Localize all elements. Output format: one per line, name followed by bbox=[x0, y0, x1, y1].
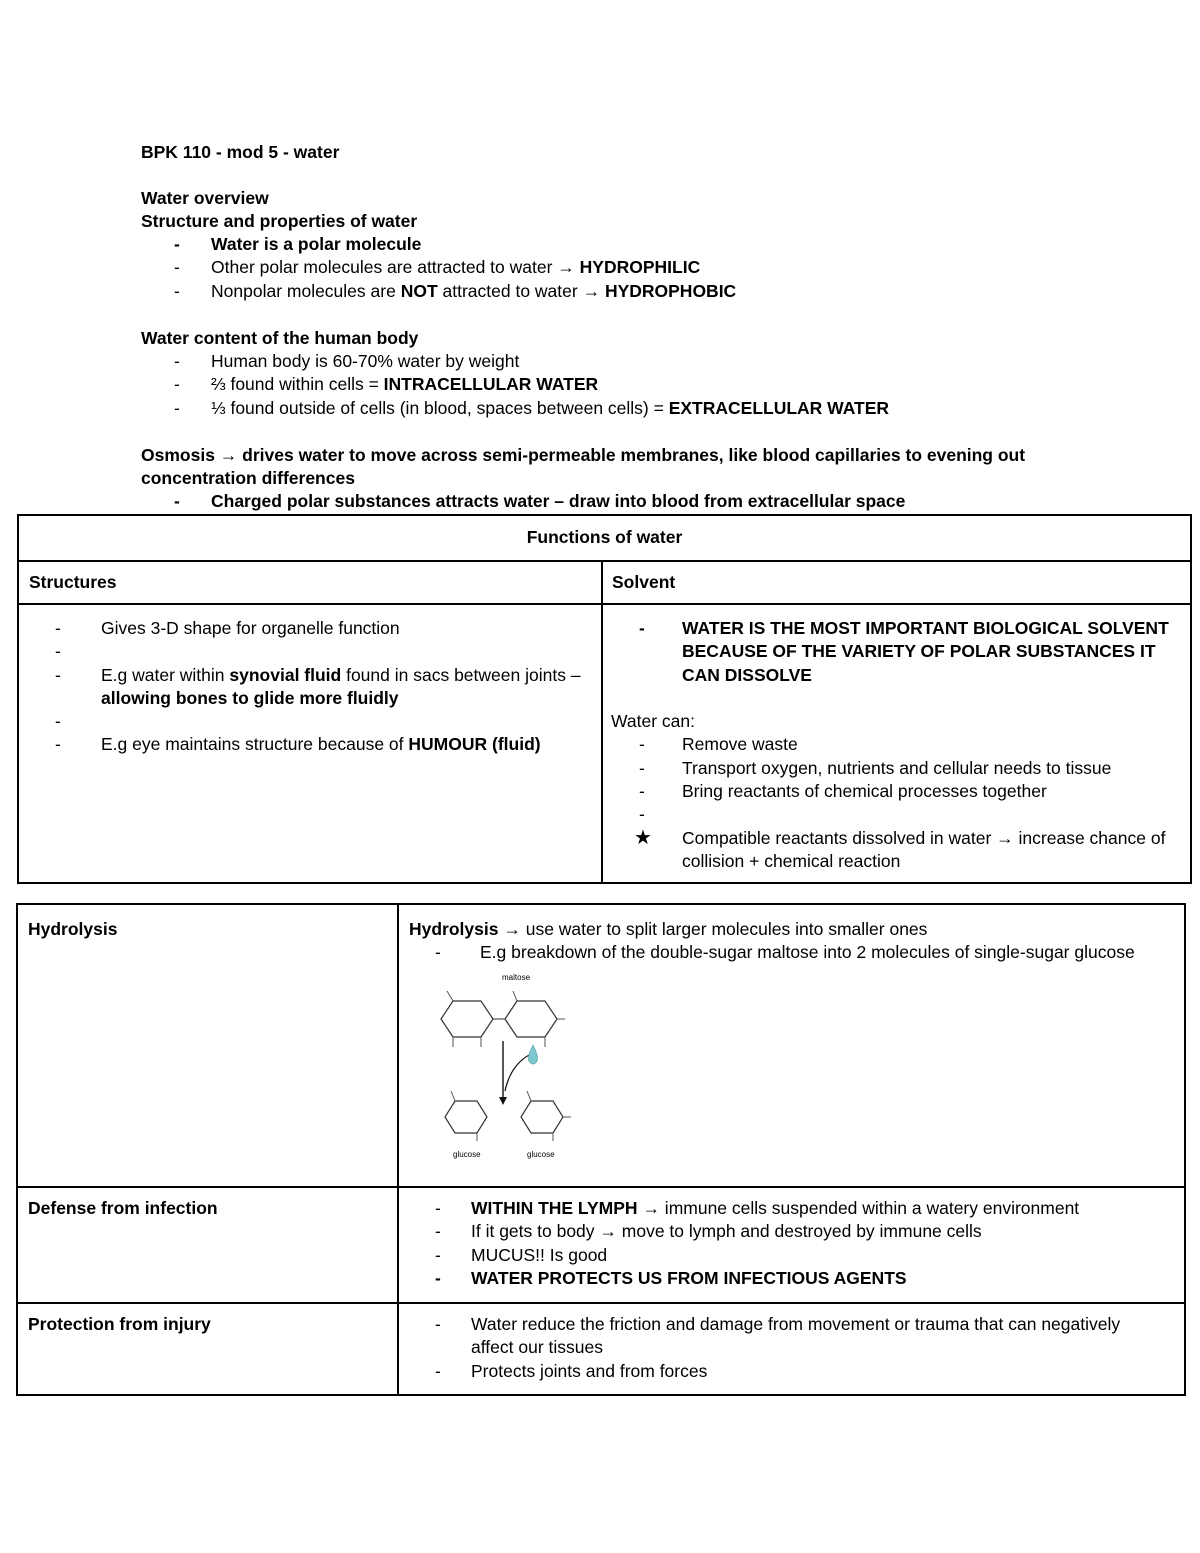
water-can-label: Water can: bbox=[611, 711, 695, 732]
hydrolysis-cell: Hydrolysis → use water to split larger molecules into smaller ones - E.g breakdown of the double-sugar maltose into 2 molecules of single-sugar glucose maltose glucose glucose bbox=[398, 904, 1185, 1187]
section-heading-overview: Water overview bbox=[141, 188, 269, 208]
page-title: BPK 110 - mod 5 - water bbox=[141, 142, 340, 162]
section-heading-content: Water content of the human body bbox=[141, 328, 419, 348]
hydrolysis-diagram-svg bbox=[435, 973, 585, 1161]
content-list bbox=[141, 350, 889, 420]
protection-cell bbox=[398, 1303, 1185, 1395]
osmosis-list bbox=[141, 490, 905, 513]
list-item: - WITHIN THE LYMPH → immune cells suspended within a watery environment bbox=[399, 1197, 1184, 1220]
maltose-hydrolysis-diagram bbox=[435, 973, 1174, 1167]
list-item: ★ Compatible reactants dissolved in water → increase chance of collision + chemical reaction bbox=[603, 827, 1178, 874]
hydrolysis-label: Hydrolysis bbox=[17, 904, 398, 1187]
protection-label: Protection from injury bbox=[17, 1303, 398, 1395]
list-item: - Charged polar substances attracts water – draw into blood from extracellular space bbox=[141, 490, 905, 513]
list-item: - E.g water within synovial fluid found in sacs between joints – allowing bones to glide more fluidly bbox=[19, 664, 601, 711]
column-header-solvent: Solvent bbox=[602, 561, 1191, 604]
list-item: - Transport oxygen, nutrients and cellular needs to tissue bbox=[603, 757, 1178, 780]
osmosis-line-2: concentration differences bbox=[141, 468, 355, 488]
list-item: - WATER PROTECTS US FROM INFECTIOUS AGENTS bbox=[399, 1267, 1184, 1290]
water-drop-icon bbox=[529, 1045, 538, 1064]
list-item: - Remove waste bbox=[603, 733, 1178, 756]
maltose-label: maltose bbox=[502, 972, 531, 982]
list-item: - E.g breakdown of the double-sugar maltose into 2 molecules of single-sugar glucose bbox=[399, 941, 1174, 964]
list-item: - Bring reactants of chemical processes together bbox=[603, 780, 1178, 803]
defense-label: Defense from infection bbox=[17, 1187, 398, 1303]
list-item: - ⅓ found outside of cells (in blood, spaces between cells) = EXTRACELLULAR WATER bbox=[141, 397, 889, 420]
glucose-label-right: glucose bbox=[527, 1149, 555, 1159]
list-item: - Protects joints and from forces bbox=[399, 1360, 1144, 1383]
maltose-ring-left bbox=[441, 1001, 493, 1037]
table-title: Functions of water bbox=[18, 515, 1191, 561]
list-item: - MUCUS!! Is good bbox=[399, 1244, 1184, 1267]
list-item: - If it gets to body → move to lymph and destroyed by immune cells bbox=[399, 1220, 1184, 1243]
solvent-cell bbox=[602, 604, 1191, 883]
glucose-ring-right bbox=[521, 1101, 563, 1133]
list-item: - Human body is 60-70% water by weight bbox=[141, 350, 889, 373]
maltose-ring-right bbox=[505, 1001, 557, 1037]
list-item: - Other polar molecules are attracted to water → HYDROPHILIC bbox=[141, 256, 736, 279]
glucose-ring-left bbox=[445, 1101, 487, 1133]
osmosis-line-1: Osmosis → drives water to move across semi-permeable membranes, like blood capillaries to evening out bbox=[141, 445, 1026, 465]
list-item: - Nonpolar molecules are NOT attracted to water → HYDROPHOBIC bbox=[141, 280, 736, 303]
list-item: - Water is a polar molecule bbox=[141, 233, 736, 256]
list-item: - WATER IS THE MOST IMPORTANT BIOLOGICAL SOLVENT BECAUSE OF THE VARIETY OF POLAR SUBSTANCES IT CAN DISSOLVE bbox=[603, 617, 1178, 687]
roles-table bbox=[16, 903, 1186, 1396]
list-item: - ⅔ found within cells = INTRACELLULAR WATER bbox=[141, 373, 889, 396]
list-item: - E.g eye maintains structure because of HUMOUR (fluid) bbox=[19, 733, 601, 756]
glucose-label-left: glucose bbox=[453, 1149, 481, 1159]
structures-cell bbox=[18, 604, 602, 883]
column-header-structures: Structures bbox=[18, 561, 602, 604]
overview-list bbox=[141, 233, 736, 303]
section-subheading-structure: Structure and properties of water bbox=[141, 211, 418, 231]
list-item: - Gives 3-D shape for organelle function bbox=[19, 617, 601, 640]
defense-cell bbox=[398, 1187, 1185, 1303]
list-item: - Water reduce the friction and damage from movement or trauma that can negatively affect our tissues bbox=[399, 1313, 1144, 1360]
functions-table bbox=[17, 514, 1192, 884]
